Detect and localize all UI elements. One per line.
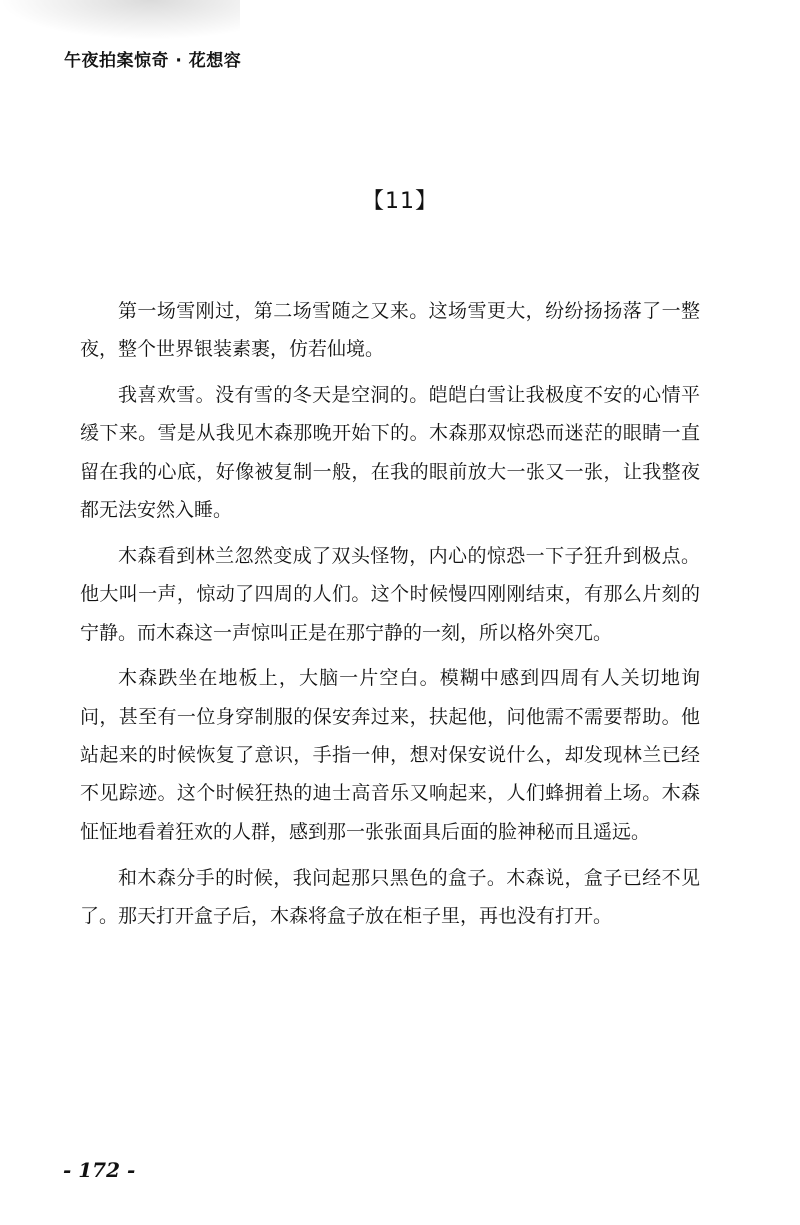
paragraph: 我喜欢雪。没有雪的冬天是空洞的。皑皑白雪让我极度不安的心情平缓下来。雪是从我见木森那晚开始下的。木森那双惊恐而迷茫的眼睛一直留在我的心底，好像被复制一般，在我的眼前放大一张又一张，让我整夜都无法安然入睡。 bbox=[80, 384, 700, 522]
paragraph: 第一场雪刚过，第二场雪随之又来。这场雪更大，纷纷扬扬落了一整夜，整个世界银装素裹，仿若仙境。 bbox=[80, 300, 700, 361]
running-header: 午夜拍案惊奇 · 花想容 bbox=[64, 51, 242, 71]
paragraph: 木森看到林兰忽然变成了双头怪物，内心的惊恐一下子狂升到极点。他大叫一声，惊动了四周的人们。这个时候慢四刚刚结束，有那么片刻的宁静。而木森这一声惊叫正是在那宁静的一刻，所以格外突兀。 bbox=[80, 544, 700, 644]
chapter-heading: 【11】 bbox=[362, 189, 438, 214]
paragraph: 木森跌坐在地板上，大脑一片空白。模糊中感到四周有人关切地询问，甚至有一位身穿制服的保安奔过来，扶起他，问他需不需要帮助。他站起来的时候恢复了意识，手指一伸，想对保安说什么，却发现林兰已经不见踪迹。这个时候狂热的迪士高音乐又响起来，人们蜂拥着上场。木森怔怔地看着狂欢的人群，感到那一张张面具后面的脸神秘而且遥远。 bbox=[80, 667, 700, 843]
body-text bbox=[80, 292, 700, 943]
scan-smudge bbox=[0, 0, 240, 40]
paragraph: 和木森分手的时候，我问起那只黑色的盒子。木森说，盒子已经不见了。那天打开盒子后，木森将盒子放在柜子里，再也没有打开。 bbox=[80, 866, 700, 927]
page-number: - 172 - bbox=[63, 1158, 136, 1182]
